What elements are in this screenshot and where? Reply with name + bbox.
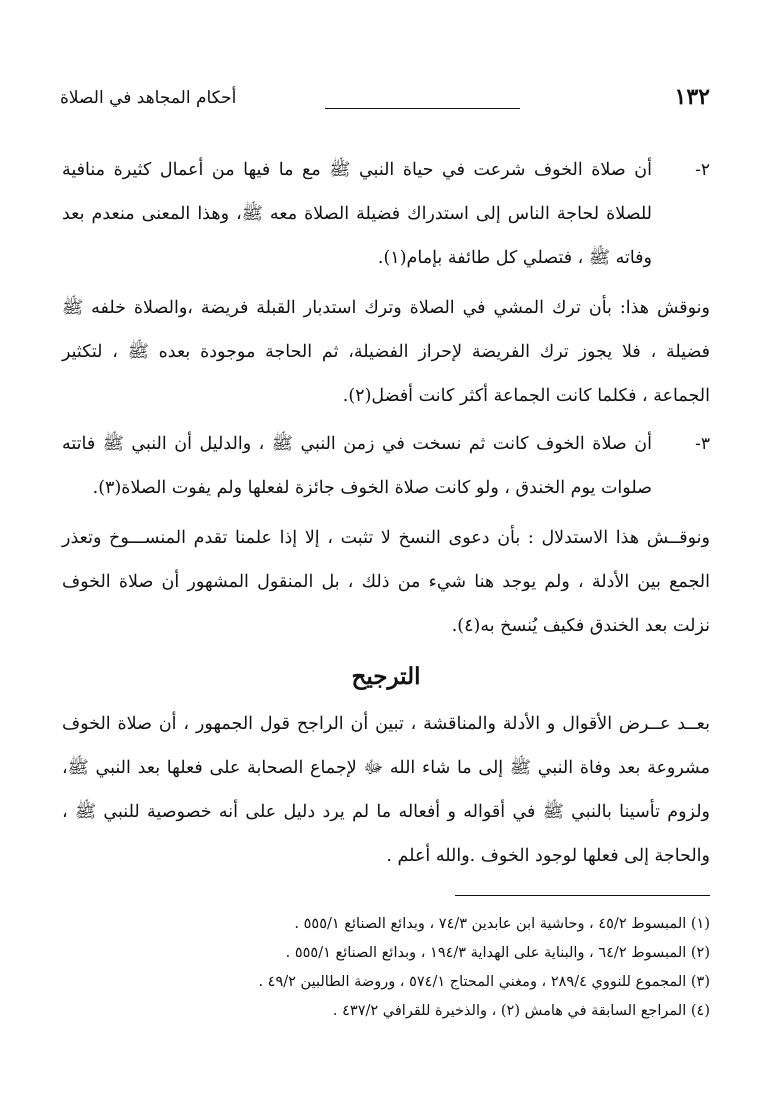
footnote: (٣) المجموع للنووي ٢٨٩/٤ ، ومغني المحتاج ٥٧٤/١ ، وروضة الطالبين ٤٩/٢ . (258, 974, 710, 990)
main-text (62, 148, 710, 882)
item-text: أن صلاة الخوف شرعت في حياة النبي ﷺ مع ما فيها من أعمال كثيرة منافية للصلاة لحاجة الناس إلى استدراك فضيلة الصلاة معه ﷺ، وهذا المعنى منعدم بعد وفاته ﷺ ، فتصلي كل طائفة بإمام(١). (62, 160, 652, 268)
item-number: ٣- (695, 434, 710, 454)
item-text: أن صلاة الخوف كانت ثم نسخت في زمن النبي ﷺ ، والدليل أن النبي ﷺ فاتته صلوات يوم الخندق ، ولو كانت صلاة الخوف جائزة لفعلها ولم يفوت الصلاة(٣). (62, 434, 652, 498)
rebuttal-paragraph: ونوقــش هذا الاستدلال : بأن دعوى النسخ لا تثبت ، إلا إذا علمنا تقدم المنســـوخ وتعذر الجمع بين الأدلة ، ولم يوجد هنا شيء من ذلك ، بل المنقول المشهور أن صلاة الخوف نزلت بعد الخندق فكيف يُنسخ به(٤). (62, 528, 710, 636)
page-number: ١٣٢ (674, 84, 710, 110)
running-title: أحكام المجاهد في الصلاة (60, 88, 237, 108)
footnote-separator (455, 895, 710, 896)
footnote: (٢) المبسوط ٦٤/٢ ، والبناية على الهداية ١٩٤/٣ ، وبدائع الصنائع ٥٥٥/١ . (285, 945, 710, 961)
rebuttal-paragraph: ونوقش هذا: بأن ترك المشي في الصلاة وترك استدبار القبلة فريضة ،والصلاة خلفه ﷺ فضيلة ، فلا يجوز ترك الفريضة لإحراز الفضيلة، ثم الحاجة موجودة بعده ﷺ ، لتكثير الجماعة ، فكلما كانت الجماعة أكثر كانت أفضل(٢). (62, 298, 710, 406)
header-rule (325, 108, 520, 109)
numbered-item-2 (62, 148, 710, 280)
footnote: (٤) المراجع السابقة في هامش (٢) ، والذخيرة للقرافي ٤٣٧/٢ . (332, 1003, 710, 1019)
conclusion-paragraph: بعــد عــرض الأقوال و الأدلة والمناقشة ، تبين أن الراجح قول الجمهور ، أن صلاة الخوف مشروعة بعد وفاة النبي ﷺ إلى ما شاء الله ﷻ لإجماع الصحابة على فعلها بعد النبي ﷺ، ولزوم تأسينا بالنبي ﷺ في أقواله و أفعاله ما لم يرد دليل على أنه خصوصية للنبي ﷺ ، والحاجة إلى فعلها لوجود الخوف .والله أعلم . (62, 714, 710, 866)
footnotes (62, 910, 710, 1026)
numbered-item-3 (62, 422, 710, 510)
page-header (60, 84, 710, 124)
footnote: (١) المبسوط ٤٥/٢ ، وحاشية ابن عابدين ٧٤/٣ ، وبدائع الصنائع ٥٥٥/١ . (294, 916, 710, 932)
section-heading: الترجيح (351, 663, 421, 690)
item-number: ٢- (695, 160, 710, 180)
